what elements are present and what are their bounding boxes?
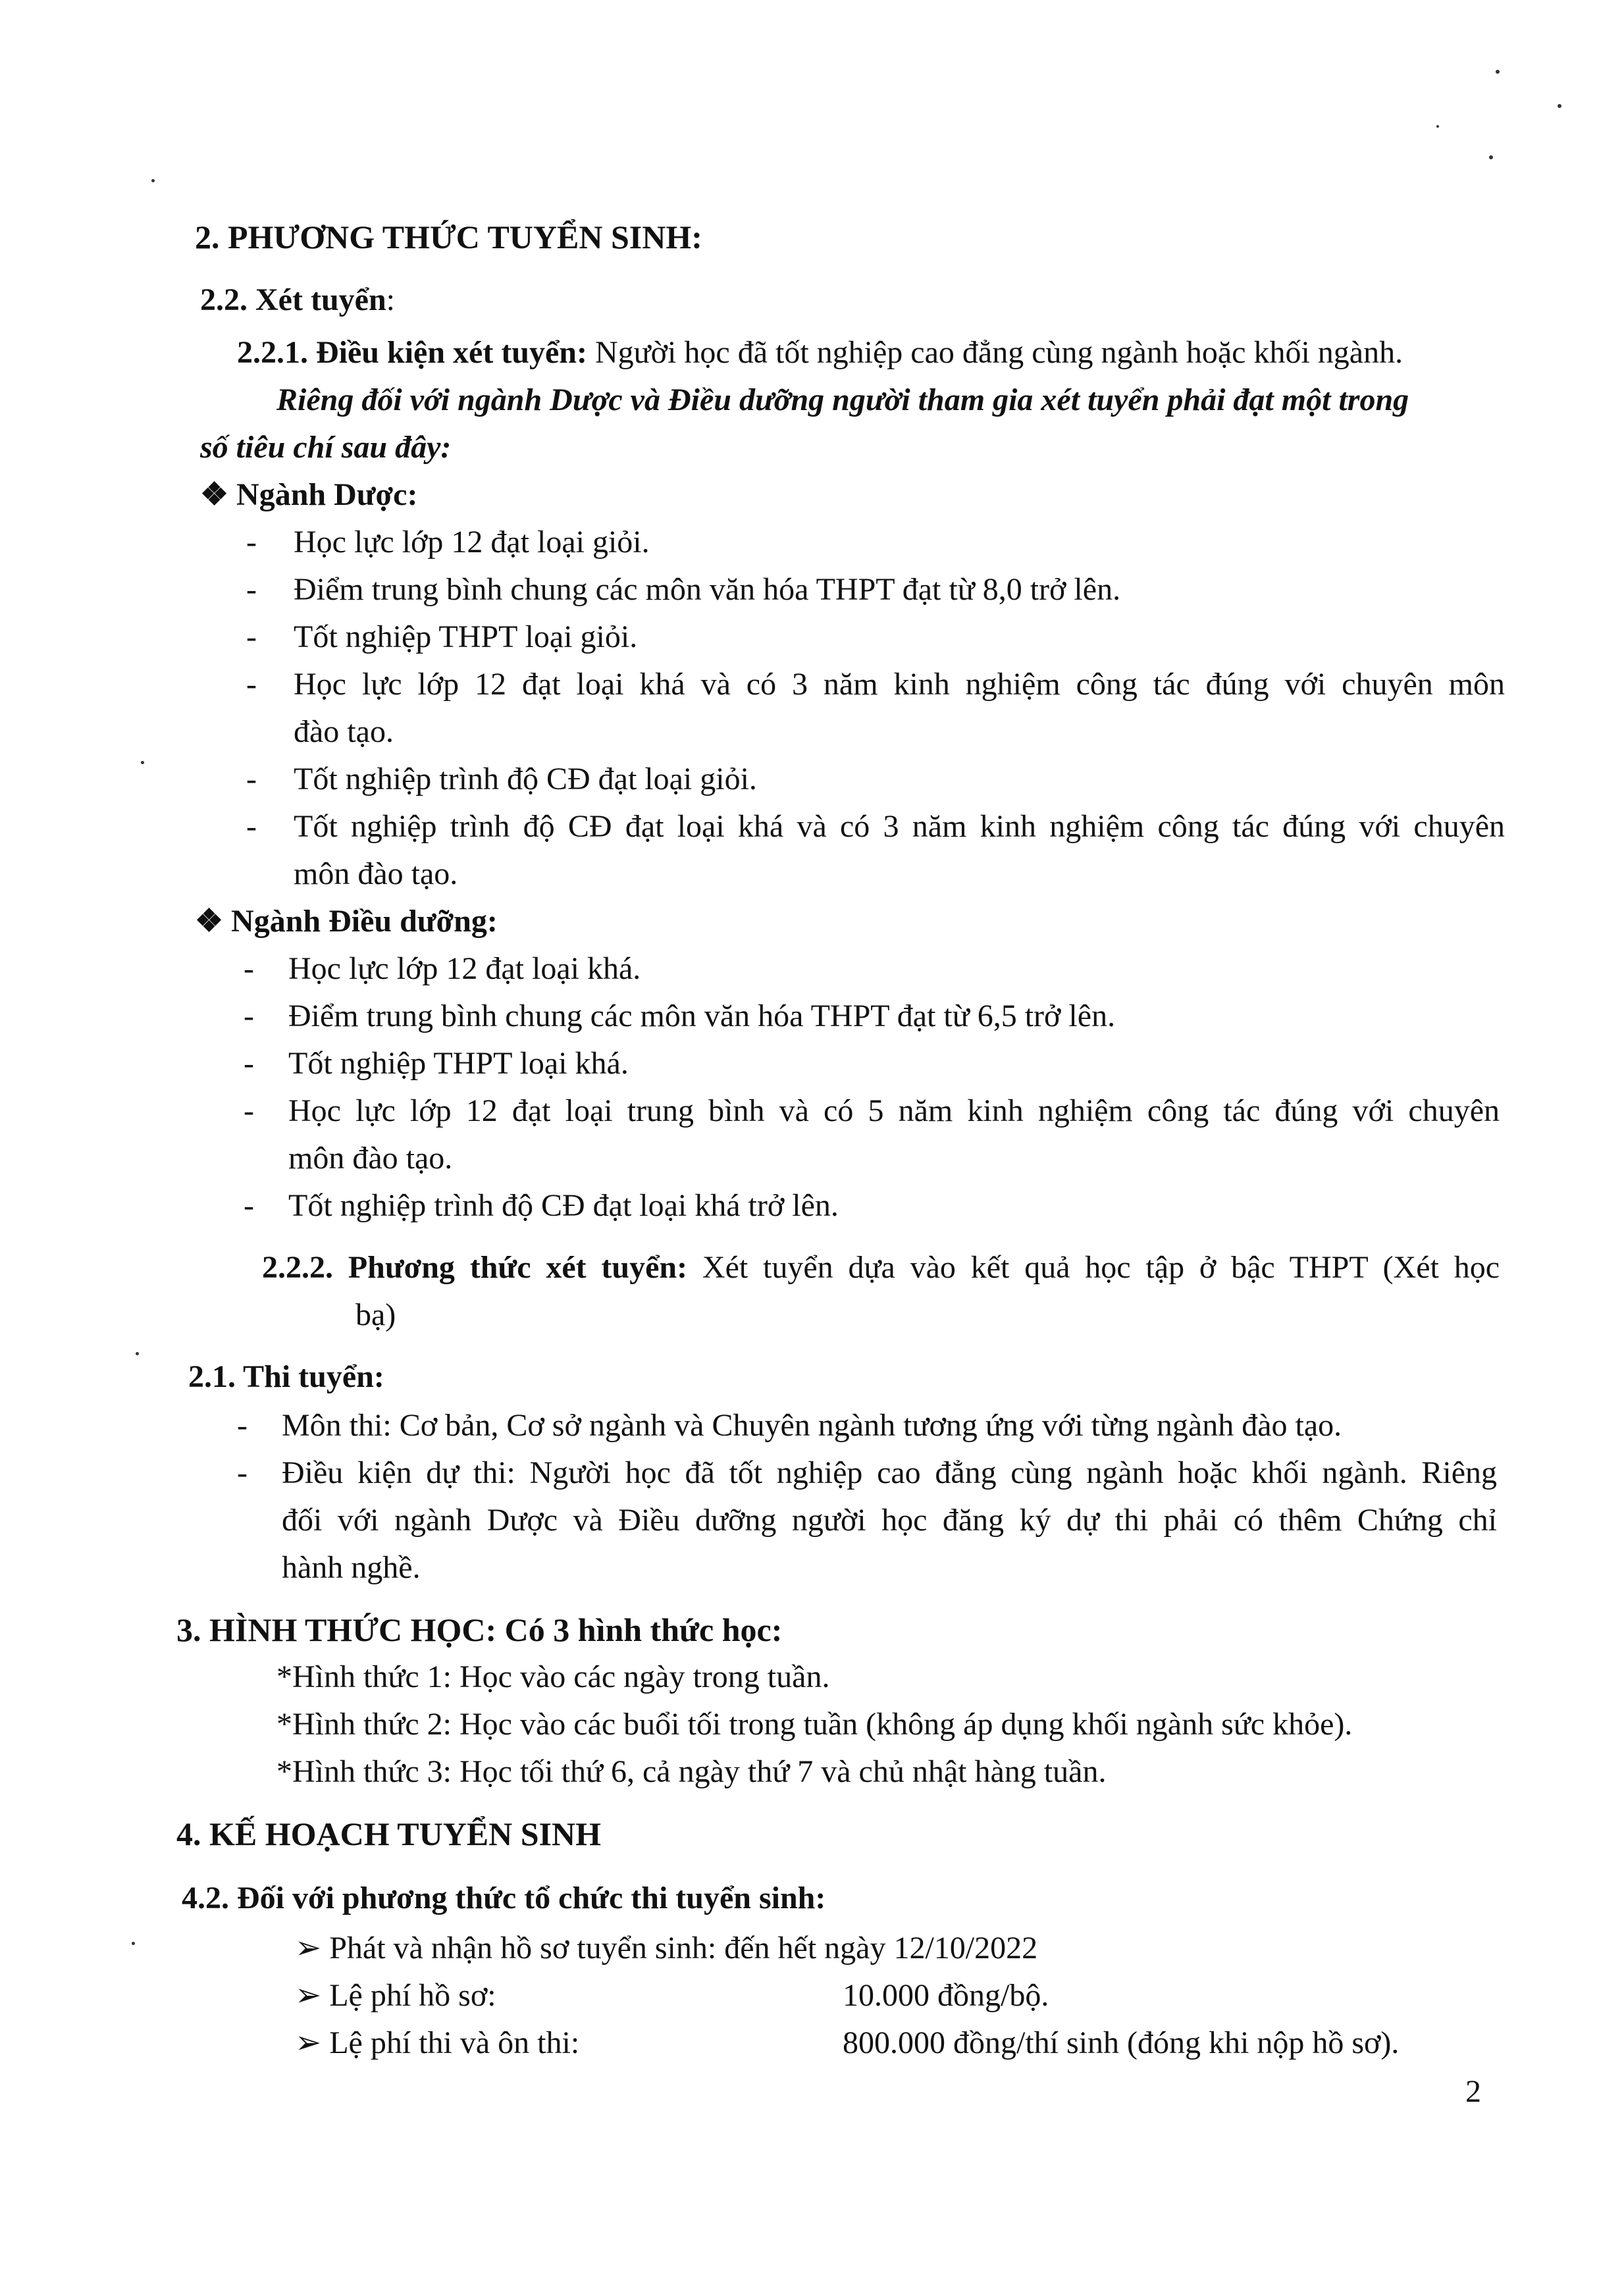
special-criteria-line-1: Riêng đối với ngành Dược và Điều dưỡng người tham gia xét tuyển phải đạt một trong <box>276 382 1409 417</box>
scan-speck <box>1489 155 1493 159</box>
scan-speck <box>1558 104 1561 108</box>
dieuduong-item: Tốt nghiệp trình độ CĐ đạt loại khá trở lên. <box>288 1188 839 1223</box>
section-2-2-1-text: Người học đã tốt nghiệp cao đẳng cùng ngành hoặc khối ngành. <box>587 335 1403 370</box>
fee-label: Lệ phí thi và ôn thi: <box>329 2025 580 2060</box>
study-form-item: *Hình thức 3: Học tối thứ 6, cả ngày thứ 7 và chủ nhật hàng tuần. <box>276 1754 1107 1789</box>
duoc-item: Học lực lớp 12 đạt loại giỏi. <box>294 525 650 559</box>
section-3-heading: 3. HÌNH THỨC HỌC: Có 3 hình thức học: <box>176 1611 783 1648</box>
schedule-row-text: Phát và nhận hồ sơ tuyển sinh: đến hết ngày 12/10/2022 <box>329 1931 1038 1965</box>
fee-row-label <box>295 1972 496 2019</box>
duoc-item: Tốt nghiệp THPT loại giỏi. <box>294 619 638 654</box>
duoc-item-continuation: môn đào tạo. <box>294 856 458 891</box>
scan-speck <box>136 1352 139 1355</box>
duoc-item: Điểm trung bình chung các môn văn hóa THPT đạt từ 8,0 trở lên. <box>294 572 1121 607</box>
dieuduong-title: Ngành Điều dưỡng: <box>231 904 498 939</box>
duoc-item: Tốt nghiệp trình độ CĐ đạt loại khá và có 3 năm kinh nghiệm công tác đúng với chuyên <box>294 809 1505 844</box>
section-2-2-2-label: 2.2.2. Phương thức xét tuyển: <box>262 1250 688 1285</box>
section-2-2-heading <box>200 276 395 324</box>
section-2-2-colon: : <box>386 282 395 317</box>
section-2-2-label: 2.2. Xét tuyển <box>200 282 386 317</box>
dieuduong-item: Điểm trung bình chung các môn văn hóa THPT đạt từ 6,5 trở lên. <box>288 999 1116 1033</box>
section-2-2-1-paragraph <box>237 329 1403 377</box>
dash-marker: - <box>246 762 257 796</box>
dash-marker: - <box>244 999 254 1033</box>
arrow-bullet-icon: ➢ <box>295 1931 322 1965</box>
dash-marker: - <box>244 951 254 986</box>
dieuduong-item: Học lực lớp 12 đạt loại khá. <box>288 951 641 986</box>
section-2-2-2-continuation: bạ) <box>355 1297 396 1332</box>
special-criteria-line-2: số tiêu chí sau đây: <box>200 430 452 465</box>
schedule-row <box>295 1925 1037 1972</box>
study-form-item: *Hình thức 1: Học vào các ngày trong tuần. <box>276 1659 830 1694</box>
study-form-item: *Hình thức 2: Học vào các buổi tối trong tuần (không áp dụng khối ngành sức khỏe). <box>276 1707 1353 1742</box>
scan-speck <box>141 761 144 764</box>
duoc-item: Học lực lớp 12 đạt loại khá và có 3 năm kinh nghiệm công tác đúng với chuyên môn <box>294 667 1505 702</box>
duoc-item: Tốt nghiệp trình độ CĐ đạt loại giỏi. <box>294 762 757 796</box>
dash-marker: - <box>237 1455 248 1490</box>
dash-marker: - <box>246 619 257 654</box>
fee-row-label <box>295 2019 579 2067</box>
dash-marker: - <box>246 667 257 702</box>
scan-speck <box>132 1942 135 1945</box>
dieuduong-item: Học lực lớp 12 đạt loại trung bình và có 5 năm kinh nghiệm công tác đúng với chuyên <box>288 1093 1500 1128</box>
exam-item-continuation: đối với ngành Dược và Điều dưỡng người học đăng ký dự thi phải có thêm Chứng chỉ <box>282 1503 1497 1538</box>
arrow-bullet-icon: ➢ <box>295 2025 322 2060</box>
dash-marker: - <box>244 1188 254 1223</box>
dieuduong-item-continuation: môn đào tạo. <box>288 1141 453 1176</box>
dieuduong-heading <box>195 898 498 945</box>
section-2-2-2-text: Xét tuyển dựa vào kết quả học tập ở bậc THPT (Xét học <box>687 1250 1500 1285</box>
dash-marker: - <box>237 1408 248 1443</box>
scan-speck <box>1496 70 1500 74</box>
dash-marker: - <box>246 525 257 559</box>
scan-speck <box>151 179 155 182</box>
arrow-bullet-icon: ➢ <box>295 1978 322 2013</box>
fee-label: Lệ phí hồ sơ: <box>329 1978 496 2013</box>
exam-item: Môn thi: Cơ bản, Cơ sở ngành và Chuyên ngành tương ứng với từng ngành đào tạo. <box>282 1408 1342 1443</box>
diamond-bullet-icon: ❖ <box>200 477 229 512</box>
duoc-item-continuation: đào tạo. <box>294 714 394 749</box>
scan-speck <box>1436 125 1439 128</box>
dash-marker: - <box>246 572 257 607</box>
fee-value: 800.000 đồng/thí sinh (đóng khi nộp hồ sơ). <box>843 2025 1400 2060</box>
section-2-2-1-label: 2.2.1. Điều kiện xét tuyển: <box>237 335 587 370</box>
dash-marker: - <box>246 809 257 844</box>
dash-marker: - <box>244 1093 254 1128</box>
section-4-2-heading: 4.2. Đối với phương thức tổ chức thi tuyển sinh: <box>182 1881 826 1915</box>
section-2-1-heading: 2.1. Thi tuyển: <box>188 1359 384 1394</box>
duoc-heading <box>200 471 417 519</box>
dieuduong-item: Tốt nghiệp THPT loại khá. <box>288 1046 629 1081</box>
diamond-bullet-icon: ❖ <box>195 904 224 939</box>
section-2-2-2-paragraph <box>262 1244 1500 1291</box>
fee-value: 10.000 đồng/bộ. <box>843 1978 1049 2013</box>
page-number: 2 <box>1465 2074 1481 2109</box>
section-2-heading: 2. PHƯƠNG THỨC TUYỂN SINH: <box>195 219 702 255</box>
dash-marker: - <box>244 1046 254 1081</box>
exam-item: Điều kiện dự thi: Người học đã tốt nghiệp cao đẳng cùng ngành hoặc khối ngành. Riêng <box>282 1455 1497 1490</box>
exam-item-continuation: hành nghề. <box>282 1550 421 1585</box>
duoc-title: Ngành Dược: <box>236 477 418 512</box>
section-4-heading: 4. KẾ HOẠCH TUYỂN SINH <box>176 1815 602 1852</box>
